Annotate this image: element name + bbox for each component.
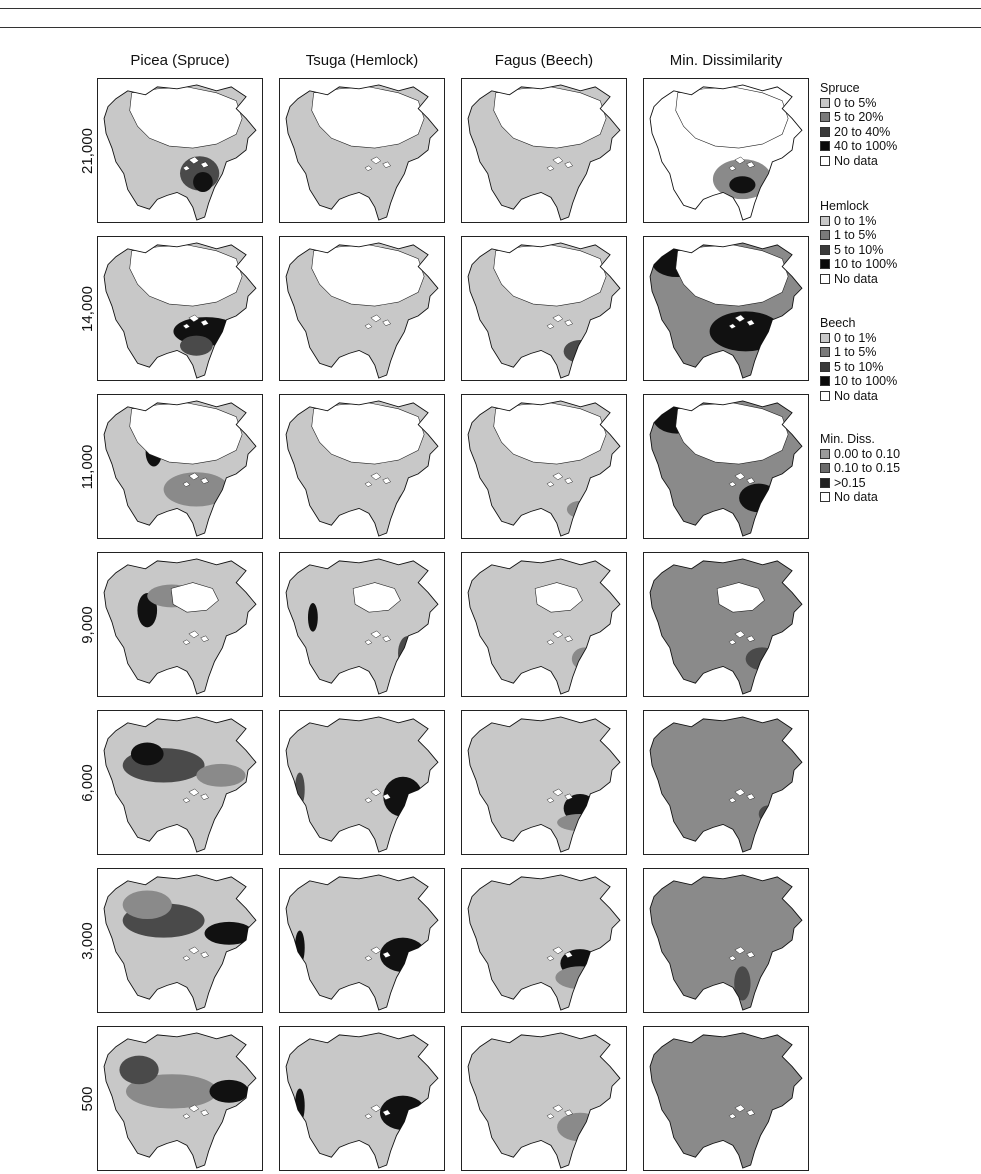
abundance-region	[729, 176, 755, 193]
map-svg	[98, 711, 262, 854]
legend-item	[820, 154, 897, 169]
row-label-age: 11,000	[79, 444, 96, 489]
legend-label: No data	[834, 388, 878, 403]
legend-item	[820, 490, 900, 505]
legend-swatch	[820, 347, 830, 357]
legend-spruce	[820, 81, 897, 168]
map-svg	[462, 1027, 626, 1170]
map-svg	[280, 1027, 444, 1170]
legend-swatch	[820, 376, 830, 386]
legend-item	[820, 214, 897, 229]
map-svg	[644, 395, 808, 538]
land-fill	[650, 559, 802, 694]
map-panel-spruce	[97, 710, 263, 855]
row-label-age: 9,000	[79, 605, 96, 644]
land-fill	[650, 717, 802, 852]
legend-swatch	[820, 449, 830, 459]
map-panel-mindiss	[643, 236, 809, 381]
legend-title: Hemlock	[820, 199, 869, 213]
legend-swatch	[820, 112, 830, 122]
abundance-region	[205, 922, 254, 945]
legend-label: 0 to 1%	[834, 213, 877, 228]
legend-label: 10 to 100%	[834, 374, 898, 388]
legend-label: 1 to 5%	[834, 345, 877, 359]
legend-item	[820, 360, 897, 375]
legend-swatch	[820, 127, 830, 137]
legend-label: 1 to 5%	[834, 228, 877, 242]
map-svg	[280, 711, 444, 854]
map-svg	[644, 711, 808, 854]
legend-beech	[820, 316, 897, 403]
land-fill	[286, 559, 438, 694]
abundance-region	[123, 890, 172, 919]
map-svg	[462, 237, 626, 380]
legend-label: 0.10 to 0.15	[834, 461, 901, 475]
map-panel-spruce	[97, 394, 263, 539]
legend-item	[820, 243, 897, 258]
legend-swatch	[820, 274, 830, 284]
map-panel-beech	[461, 552, 627, 697]
legend-item	[820, 389, 897, 404]
legend-swatch	[820, 391, 830, 401]
legend-item	[820, 272, 897, 287]
legend-item	[820, 125, 897, 140]
map-panel-hemlock	[279, 1026, 445, 1171]
legend-swatch	[820, 245, 830, 255]
legend-swatch	[820, 478, 830, 488]
map-svg	[98, 869, 262, 1012]
map-panel-mindiss	[643, 552, 809, 697]
abundance-region	[710, 311, 782, 351]
legend-label: No data	[834, 271, 878, 286]
legend-label: 5 to 10%	[834, 242, 884, 257]
map-panel-beech	[461, 1026, 627, 1171]
land-fill	[468, 559, 620, 694]
legend-item	[820, 228, 897, 243]
legend-title: Spruce	[820, 81, 860, 95]
map-svg	[644, 237, 808, 380]
column-header-hemlock: Tsuga (Hemlock)	[305, 52, 419, 69]
abundance-region	[308, 603, 318, 632]
map-svg	[280, 869, 444, 1012]
legend-label: 0 to 1%	[834, 330, 877, 345]
map-svg	[462, 711, 626, 854]
map-panel-spruce	[97, 236, 263, 381]
legend-title: Beech	[820, 316, 856, 330]
legend-swatch	[820, 259, 830, 269]
legend-swatch	[820, 156, 830, 166]
legend-item	[820, 139, 897, 154]
legend-item	[820, 374, 897, 389]
legend-label: 5 to 20%	[834, 110, 884, 124]
top-rule-2	[0, 27, 981, 28]
map-panel-beech	[461, 710, 627, 855]
abundance-region	[209, 1080, 248, 1103]
map-panel-spruce	[97, 552, 263, 697]
map-svg	[280, 395, 444, 538]
abundance-region	[759, 805, 779, 822]
row-label-age: 500	[79, 1085, 96, 1112]
map-svg	[462, 395, 626, 538]
map-panel-hemlock	[279, 868, 445, 1013]
legend-swatch	[820, 492, 830, 502]
abundance-region	[131, 742, 164, 765]
land-fill	[650, 1033, 802, 1168]
legend-label: 20 to 40%	[834, 124, 891, 139]
map-svg	[280, 237, 444, 380]
legend-item	[820, 96, 897, 111]
map-svg	[98, 237, 262, 380]
abundance-region	[180, 336, 213, 356]
legend-item	[820, 461, 900, 476]
legend-min-diss	[820, 432, 900, 505]
row-label-age: 14,000	[79, 285, 96, 332]
map-svg	[280, 553, 444, 696]
land-fill	[468, 717, 620, 852]
map-svg	[644, 869, 808, 1012]
map-svg	[98, 1027, 262, 1170]
legend-label: No data	[834, 490, 878, 504]
map-svg	[462, 79, 626, 222]
legend-item	[820, 447, 900, 462]
abundance-region	[196, 764, 245, 787]
legend-item	[820, 110, 897, 125]
legend-item	[820, 257, 897, 272]
legend-swatch	[820, 98, 830, 108]
legend-label: >0.15	[834, 475, 866, 490]
land-fill	[104, 559, 256, 694]
map-svg	[462, 553, 626, 696]
legend-item	[820, 345, 897, 360]
column-header-mindiss: Min. Dissimilarity	[669, 52, 783, 69]
map-panel-beech	[461, 236, 627, 381]
map-panel-spruce	[97, 1026, 263, 1171]
map-svg	[644, 79, 808, 222]
abundance-region	[734, 966, 750, 1000]
column-header-spruce: Picea (Spruce)	[130, 52, 230, 69]
map-svg	[462, 869, 626, 1012]
map-svg	[98, 553, 262, 696]
map-svg	[644, 553, 808, 696]
map-panel-mindiss	[643, 868, 809, 1013]
land-fill	[468, 1033, 620, 1168]
map-svg	[98, 395, 262, 538]
map-panel-hemlock	[279, 710, 445, 855]
top-rule-1	[0, 8, 981, 9]
legend-label: 10 to 100%	[834, 257, 898, 271]
row-label-age: 3,000	[79, 921, 96, 960]
map-panel-hemlock	[279, 394, 445, 539]
map-svg	[280, 79, 444, 222]
map-panel-spruce	[97, 78, 263, 223]
map-panel-mindiss	[643, 710, 809, 855]
abundance-region	[119, 1056, 158, 1085]
legend-item	[820, 476, 900, 491]
row-label-age: 21,000	[79, 127, 96, 174]
map-panel-hemlock	[279, 236, 445, 381]
abundance-region	[555, 966, 604, 989]
map-svg	[644, 1027, 808, 1170]
map-panel-hemlock	[279, 552, 445, 697]
map-panel-mindiss	[643, 394, 809, 539]
row-label-age: 6,000	[79, 763, 96, 802]
map-panel-mindiss	[643, 78, 809, 223]
legend-swatch	[820, 216, 830, 226]
map-panel-spruce	[97, 868, 263, 1013]
legend-swatch	[820, 463, 830, 473]
legend-title: Min. Diss.	[820, 432, 875, 446]
column-header-beech: Fagus (Beech)	[494, 52, 594, 69]
abundance-region	[557, 1113, 603, 1142]
legend-swatch	[820, 141, 830, 151]
legend-label: 0.00 to 0.10	[834, 446, 901, 461]
map-panel-mindiss	[643, 1026, 809, 1171]
legend-swatch	[820, 333, 830, 343]
legend-label: 40 to 100%	[834, 139, 898, 153]
legend-swatch	[820, 362, 830, 372]
legend-swatch	[820, 230, 830, 240]
map-svg	[98, 79, 262, 222]
legend-item	[820, 331, 897, 346]
abundance-region	[567, 501, 593, 518]
abundance-region	[193, 172, 213, 192]
map-panel-beech	[461, 78, 627, 223]
legend-label: 5 to 10%	[834, 359, 884, 374]
map-panel-beech	[461, 394, 627, 539]
map-panel-hemlock	[279, 78, 445, 223]
legend-label: 0 to 5%	[834, 95, 877, 110]
legend-hemlock	[820, 199, 897, 286]
legend-label: No data	[834, 153, 878, 168]
land-fill	[650, 875, 802, 1010]
land-fill	[468, 875, 620, 1010]
map-panel-beech	[461, 868, 627, 1013]
